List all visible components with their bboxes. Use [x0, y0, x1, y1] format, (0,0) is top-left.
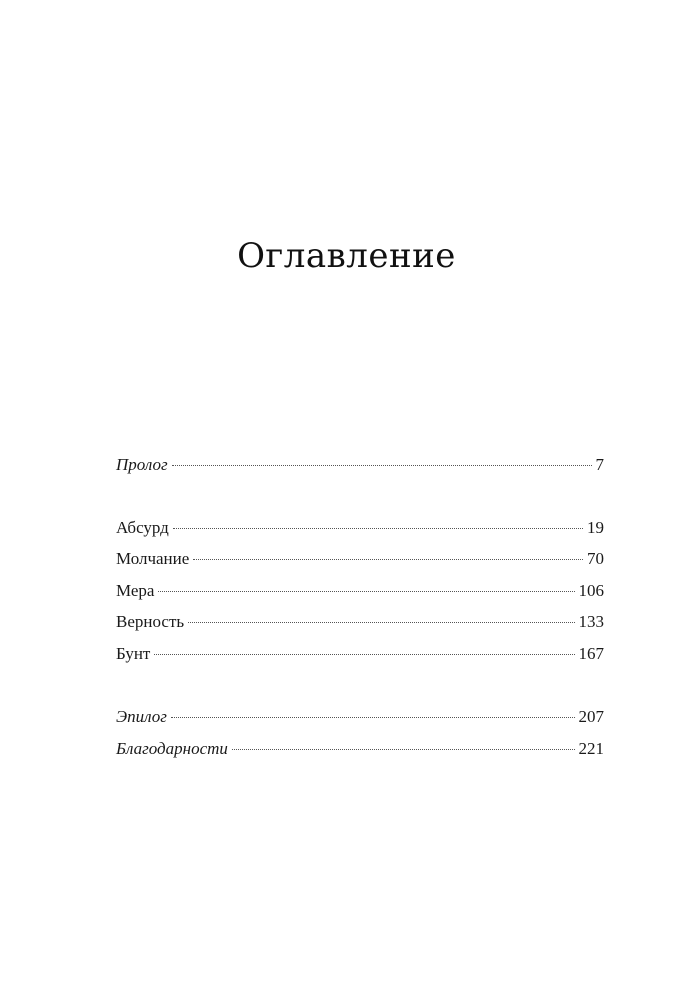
toc-entry-acknowledgements: [116, 737, 604, 761]
toc-entry-epilogue: [116, 705, 604, 729]
toc-entry-revolt: [116, 642, 604, 666]
toc-entry-page: 7: [595, 455, 604, 474]
dot-leader: [154, 654, 574, 655]
dot-leader: [188, 622, 574, 623]
toc-entry-label: Благодарности: [116, 739, 228, 758]
toc-entry-page: 133: [578, 612, 604, 631]
toc-entry-measure: [116, 579, 604, 603]
toc-entry-page: 70: [587, 549, 604, 568]
toc-entry-page: 207: [578, 707, 604, 726]
toc-entry-label: Мера: [116, 581, 155, 600]
toc-entry-label: Верность: [116, 612, 185, 631]
toc-entry-label: Молчание: [116, 549, 190, 568]
dot-leader: [171, 717, 575, 718]
dot-leader: [173, 528, 583, 529]
toc-entry-label: Бунт: [116, 644, 151, 663]
toc-entry-page: 167: [578, 644, 604, 663]
toc-entry-page: 221: [578, 739, 604, 758]
page-title: Оглавление: [237, 236, 456, 276]
toc-entry-label: Эпилог: [116, 707, 167, 726]
dot-leader: [232, 749, 575, 750]
toc-entry-absurd: [116, 516, 604, 540]
toc-entry-label: Абсурд: [116, 518, 169, 537]
dot-leader: [158, 591, 574, 592]
toc-entry-page: 106: [578, 581, 604, 600]
dot-leader: [172, 465, 592, 466]
toc-entry-silence: [116, 547, 604, 571]
toc-entry-prologue: [116, 453, 604, 477]
toc-entry-fidelity: [116, 610, 604, 634]
toc-entry-page: 19: [587, 518, 604, 537]
toc-entry-label: Пролог: [116, 455, 168, 474]
dot-leader: [193, 559, 583, 560]
